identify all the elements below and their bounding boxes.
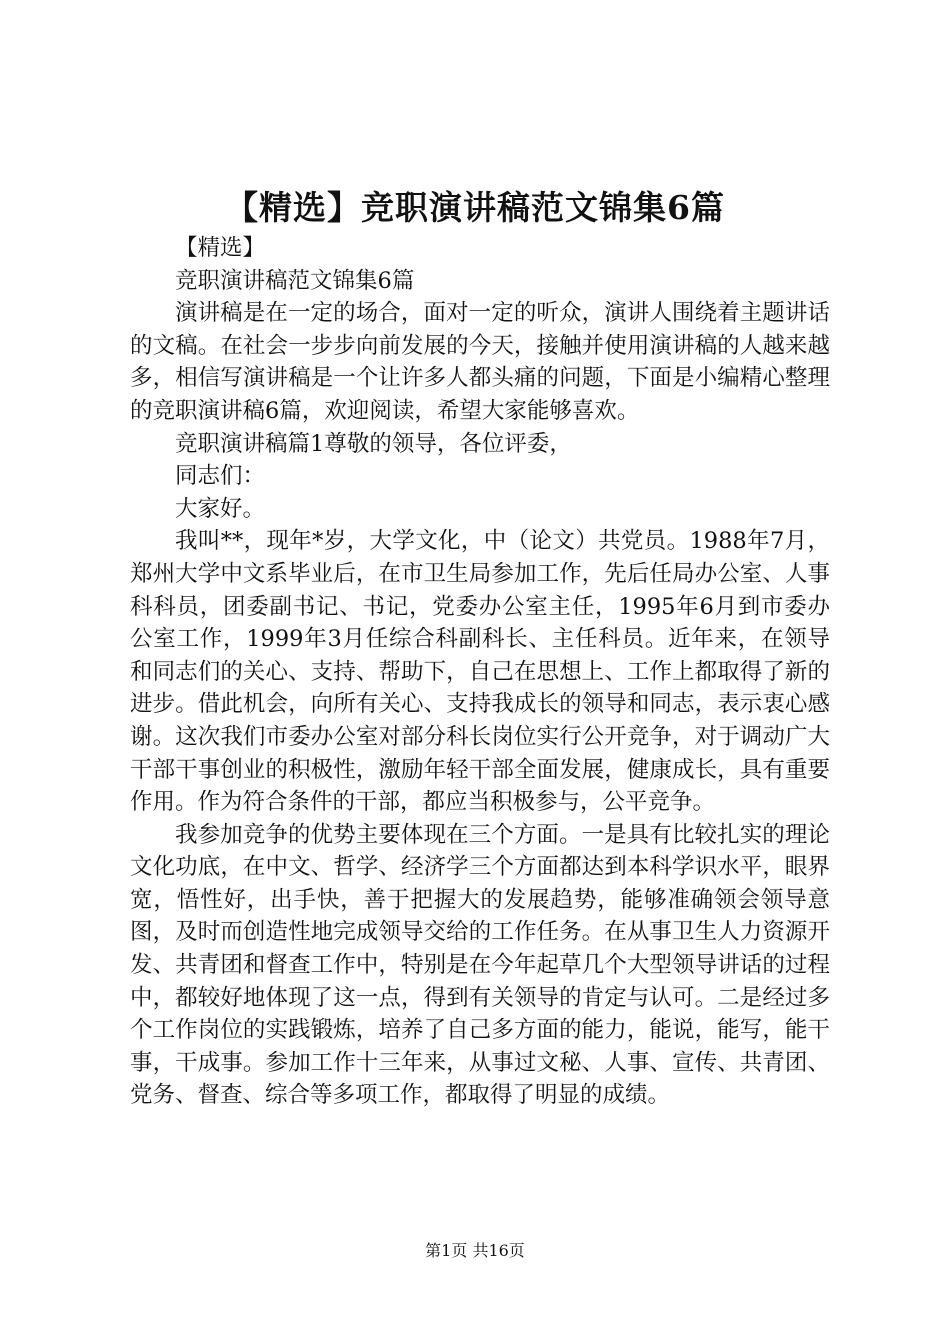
paragraph: 大家好。 bbox=[175, 495, 266, 522]
paragraph: 竞职演讲稿范文锦集6篇 bbox=[175, 267, 415, 294]
paragraph: 同志们： bbox=[175, 463, 266, 490]
paragraph: 我参加竞争的优势主要体现在三个方面。一是具有比较扎实的理论文化功底，在中文、哲学、经济学三个方面都达到本科学识水平，眼界宽，悟性好，出手快，善于把握大的发展趋势，能够准确领会领导意图，及时而创造性地完成领导交给的工作任务。在从事卫生人力资源开发、共青团和督查工作中，特别是在今年起草几个大型领导讲话的过程中，都较好地体现了这一点，得到有关领导的肯定与认可。二是经过多个工作岗位的实践锻炼，培养了自己多方面的能力，能说，能写，能干事，干成事。参加工作十三年来，从事过文秘、人事、宣传、共青团、党务、督查、综合等多项工作，都取得了明显的成绩。 bbox=[130, 821, 830, 1109]
page-footer: 第1页 共16页 bbox=[425, 1241, 525, 1260]
paragraph: 竞职演讲稿篇1尊敬的领导，各位评委， bbox=[175, 430, 572, 457]
paragraph: 演讲稿是在一定的场合，面对一定的听众，演讲人围绕着主题讲话的文稿。在社会一步步向前发展的今天，接触并使用演讲稿的人越来越多，相信写演讲稿是一个让许多人都头痛的问题，下面是小编精心整理的竞职演讲稿6篇，欢迎阅读，希望大家能够喜欢。 bbox=[130, 300, 830, 424]
paragraph: 我叫**，现年*岁，大学文化，中（论文）共党员。1988年7月，郑州大学中文系毕业后，在市卫生局参加工作，先后任局办公室、人事科科员，团委副书记、书记，党委办公室主任，1995年6月到市委办公室工作，1999年3月任综合科副科长、主任科员。近年来，在领导和同志们的关心、支持、帮助下，自己在思想上、工作上都取得了新的进步。借此机会，向所有关心、支持我成长的领导和同志，表示衷心感谢。这次我们市委办公室对部分科长岗位实行公开竞争，对于调动广大干部干事创业的积极性，激励年轻干部全面发展，健康成长，具有重要作用。作为符合条件的干部，都应当积极参与，公平竞争。 bbox=[130, 528, 830, 816]
document-body bbox=[130, 232, 830, 1112]
paragraph: 【精选】 bbox=[175, 235, 266, 261]
document-title: 【精选】竞职演讲稿范文锦集6篇 bbox=[225, 188, 725, 227]
